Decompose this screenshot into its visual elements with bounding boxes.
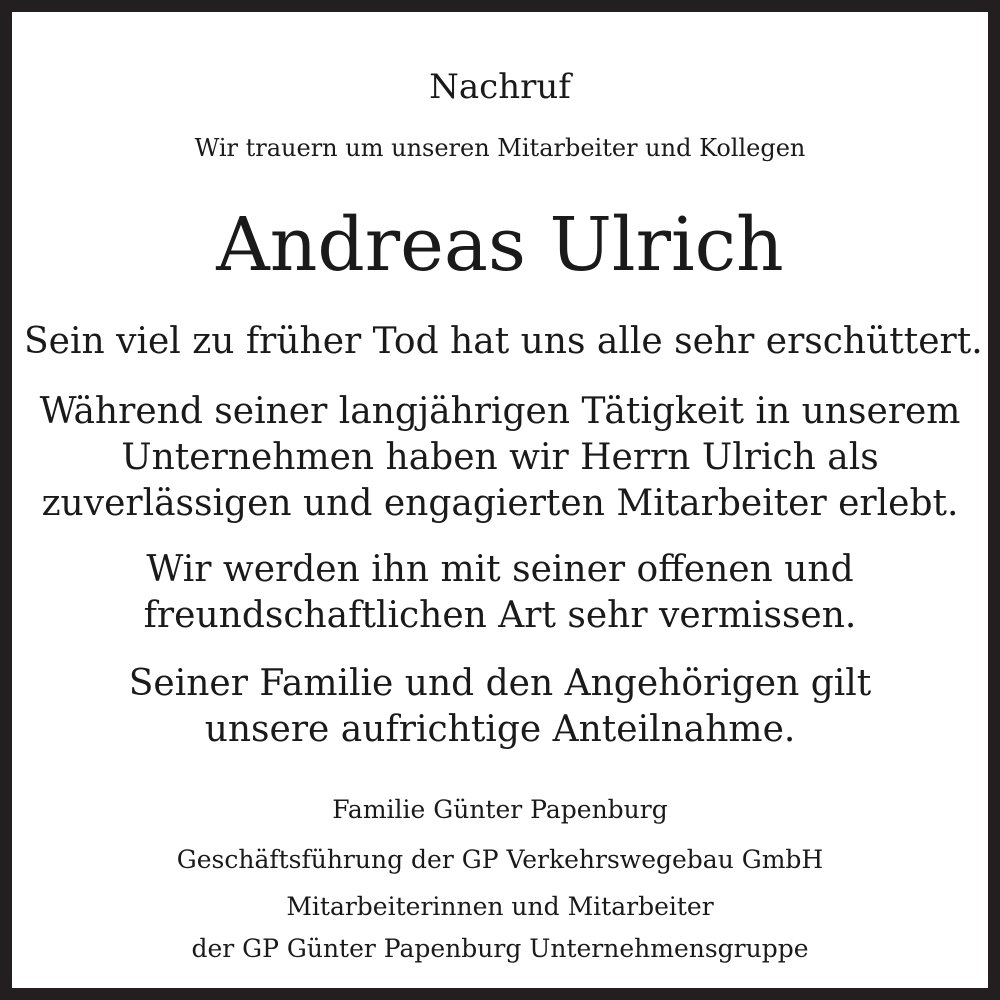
- paragraph-2-line-1: Während seiner langjährigen Tätigkeit in unserem: [39, 391, 961, 432]
- paragraph-2-line-2: Unternehmen haben wir Herrn Ulrich als: [121, 437, 879, 478]
- paragraph-4-line-2: unsere aufrichtige Anteilnahme.: [204, 709, 796, 750]
- paragraph-2-line-3: zuverlässigen und engagierten Mitarbeiter erlebt.: [41, 483, 959, 524]
- notice-subheading: Wir trauern um unseren Mitarbeiter und Kollegen: [194, 134, 806, 162]
- notice-heading: Nachruf: [429, 67, 571, 107]
- paragraph-4-line-1: Seiner Familie und den Angehörigen gilt: [128, 663, 872, 704]
- signatory-family: Familie Günter Papenburg: [332, 795, 668, 824]
- paragraph-1-line-1: Sein viel zu früher Tod hat uns alle sehr erschüttert.: [24, 321, 983, 362]
- signatory-management: Geschäftsführung der GP Verkehrswegebau GmbH: [176, 845, 824, 874]
- signatory-employees-line-2: der GP Günter Papenburg Unternehmensgruppe: [191, 934, 809, 963]
- signatory-employees-line-1: Mitarbeiterinnen und Mitarbeiter: [286, 892, 714, 921]
- paragraph-3-line-1: Wir werden ihn mit seiner offenen und: [146, 549, 854, 590]
- deceased-name: Andreas Ulrich: [216, 202, 784, 288]
- paragraph-3-line-2: freundschaftlichen Art sehr vermissen.: [143, 595, 857, 636]
